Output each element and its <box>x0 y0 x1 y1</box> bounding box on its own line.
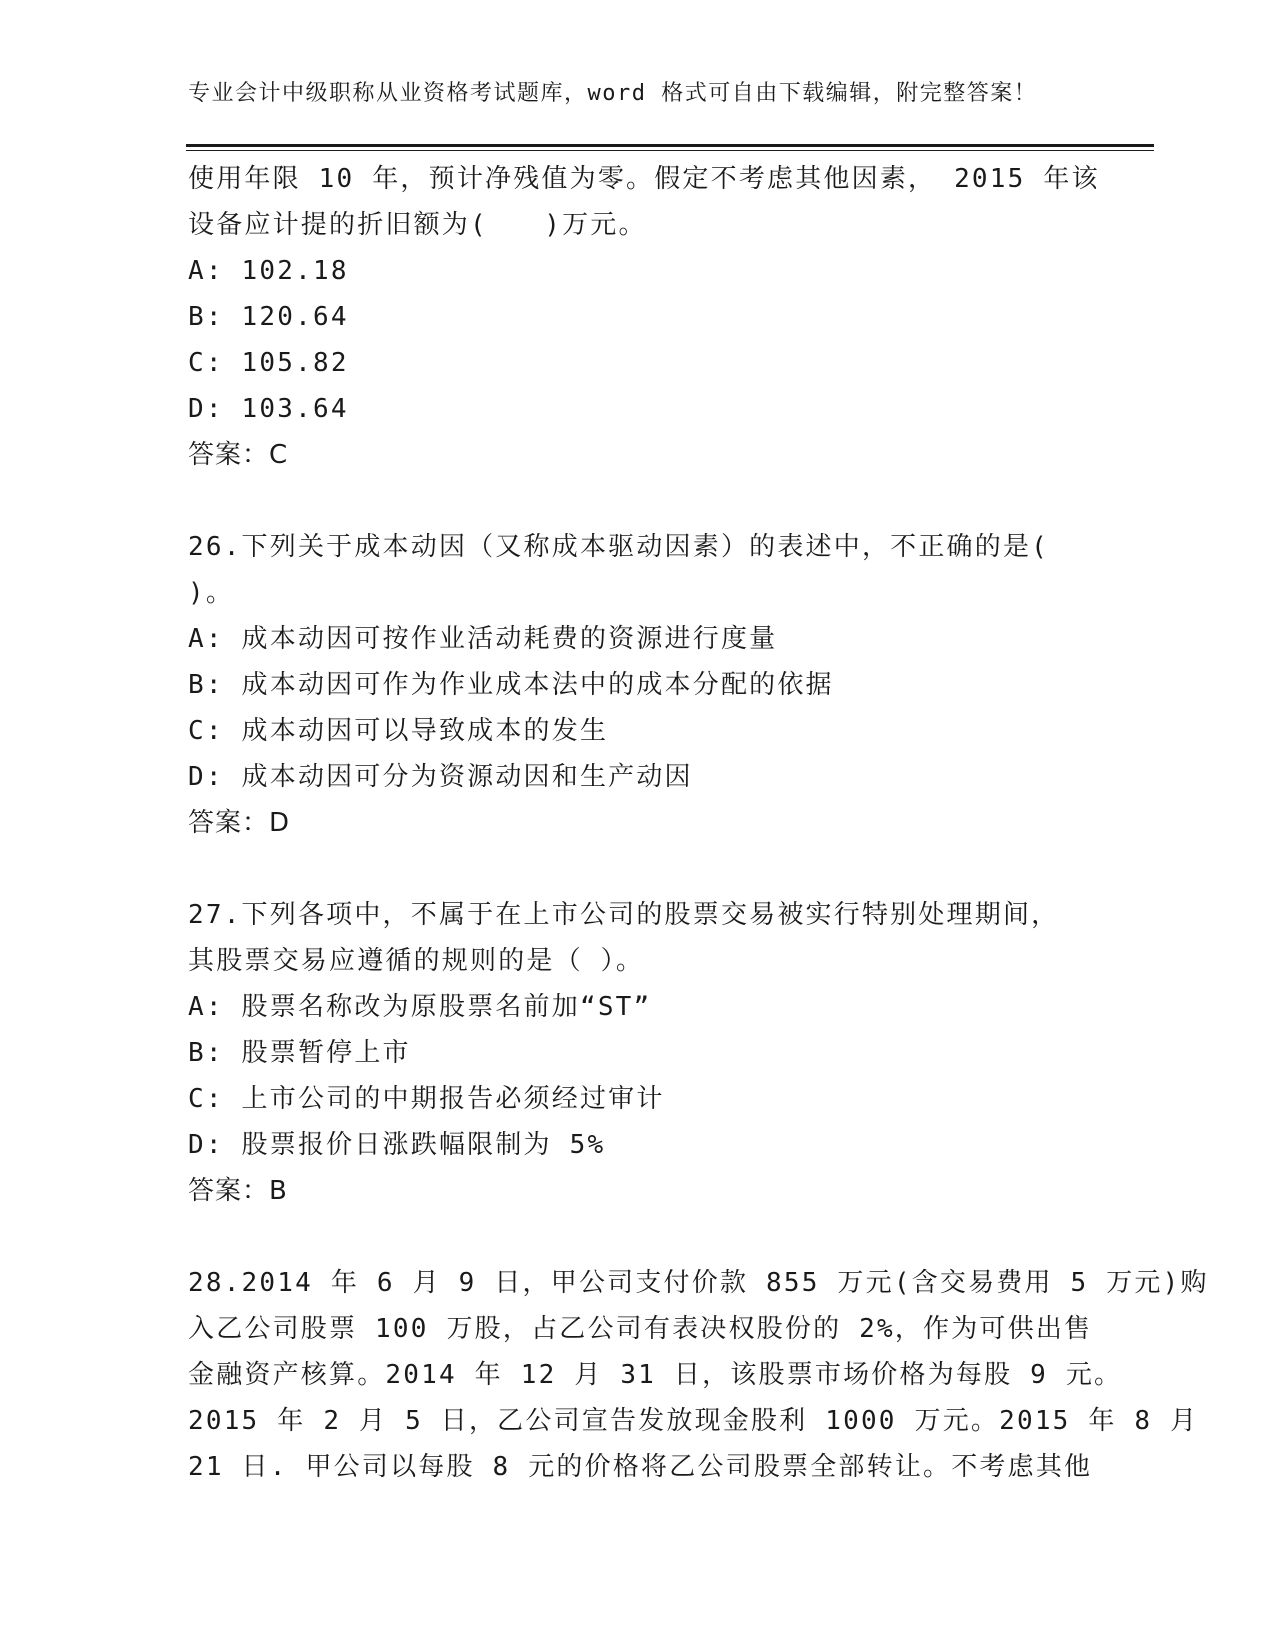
option-b: B: 股票暂停上市 <box>188 1038 411 1068</box>
header-rule-thick <box>186 144 1154 147</box>
question-28 <box>188 1260 1209 1490</box>
option-d: D: 股票报价日涨跌幅限制为 5% <box>188 1130 606 1160</box>
option-d: D: 103.64 <box>188 394 349 424</box>
question-text-line: 使用年限 10 年，预计净残值为零。假定不考虑其他因素， 2015 年该 <box>188 164 1100 194</box>
answer-label: 答案：D <box>188 808 291 838</box>
spacer <box>188 1214 1128 1260</box>
question-25 <box>188 156 1128 478</box>
question-26 <box>188 524 1128 846</box>
header-rule-thin <box>186 150 1154 151</box>
option-a: A: 102.18 <box>188 256 349 286</box>
spacer <box>188 478 1128 524</box>
question-text-line: 28.2014 年 6 月 9 日，甲公司支付价款 855 万元(含交易费用 5 万元)购 <box>188 1268 1209 1298</box>
question-text-line: 金融资产核算。2014 年 12 月 31 日，该股票市场价格为每股 9 元。 <box>188 1360 1123 1390</box>
option-c: C: 上市公司的中期报告必须经过审计 <box>188 1084 665 1114</box>
question-text-line: 27.下列各项中，不属于在上市公司的股票交易被实行特别处理期间， <box>188 900 1060 930</box>
question-text-line: 入乙公司股票 100 万股，占乙公司有表决权股份的 2%，作为可供出售 <box>188 1314 1093 1344</box>
question-text-line: )。 <box>188 578 235 608</box>
page-header: 专业会计中级职称从业资格考试题库，word 格式可自由下载编辑，附完整答案！ <box>188 81 1038 106</box>
question-text-line: 26.下列关于成本动因（又称成本驱动因素）的表述中，不正确的是( <box>188 532 1050 562</box>
question-text-line: 21 日. 甲公司以每股 8 元的价格将乙公司股票全部转让。不考虑其他 <box>188 1452 1093 1482</box>
question-27 <box>188 892 1128 1214</box>
question-text-line: 2015 年 2 月 5 日，乙公司宣告发放现金股利 1000 万元。2015 年 8 月 <box>188 1406 1199 1436</box>
question-text-line: 设备应计提的折旧额为( )万元。 <box>188 210 647 240</box>
option-b: B: 120.64 <box>188 302 349 332</box>
document-body <box>188 156 1209 1490</box>
option-c: C: 105.82 <box>188 348 349 378</box>
spacer <box>188 846 1128 892</box>
answer-label: 答案：B <box>188 1176 288 1206</box>
option-b: B: 成本动因可作为作业成本法中的成本分配的依据 <box>188 670 834 700</box>
option-c: C: 成本动因可以导致成本的发生 <box>188 716 609 746</box>
option-a: A: 股票名称改为原股票名前加“ST” <box>188 992 652 1022</box>
option-d: D: 成本动因可分为资源动因和生产动因 <box>188 762 693 792</box>
answer-label: 答案：C <box>188 440 289 470</box>
option-a: A: 成本动因可按作业活动耗费的资源进行度量 <box>188 624 778 654</box>
question-text-line: 其股票交易应遵循的规则的是（ ）。 <box>188 946 645 976</box>
